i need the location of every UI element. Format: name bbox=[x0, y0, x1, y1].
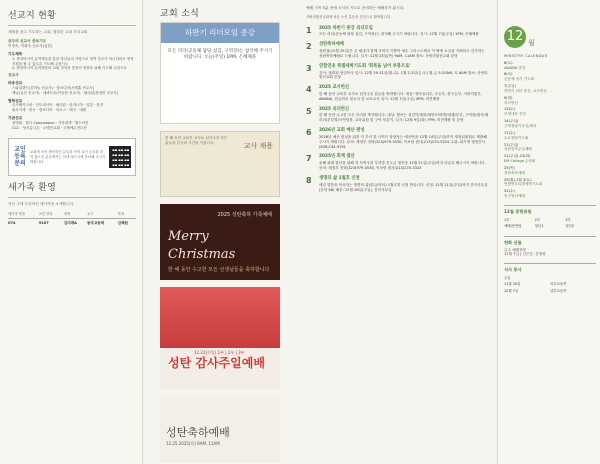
table-header: 2부 bbox=[534, 217, 541, 222]
news-body bbox=[319, 107, 489, 123]
news-intro-2: 사랑의빛선교회에 처음 오신 분들을 진심으로 환영합니다. bbox=[306, 14, 392, 19]
event-date: 25(목) bbox=[504, 165, 515, 170]
divider bbox=[8, 197, 136, 198]
table-cell: 동부교동북 bbox=[87, 221, 105, 226]
prayer-heading: 기도제목 bbox=[8, 51, 23, 56]
month-header bbox=[504, 26, 535, 48]
news-text: 2026년 예산 편성을 위한 각 부서 및 사역국 담당자는 예산안을 12월 14일(주일)까지 재정위원회로 제출해 주시기 바랍니다. 문의: 재정부 전화(323)979-3530, 이보람 집사(213)270-5324 수령: 회기재 행정간사(626)744-9191 bbox=[319, 134, 487, 149]
calendar-event bbox=[504, 72, 596, 82]
offering-box bbox=[504, 205, 596, 230]
news-body bbox=[319, 64, 489, 80]
calendar-event bbox=[504, 166, 596, 176]
news-item bbox=[306, 154, 489, 170]
thanksgiving-card[interactable] bbox=[160, 287, 280, 389]
card-caption: 2025 성탄축하 가족예배 bbox=[217, 212, 272, 218]
prayer-item: 2. 중앙아시아 유학생들의 교회 정착과 믿음의 성장을 위해 기도해 주십시오 bbox=[12, 66, 127, 71]
news-title: 2025 리더헌신 bbox=[319, 106, 350, 112]
table-header: 새가족 번호 bbox=[8, 211, 39, 218]
news-title: 교회 소식 bbox=[160, 9, 200, 19]
flower-box bbox=[504, 236, 596, 257]
news-intro: 예배 시작 5분 전에 오셔서 기도로 준비하는 예배자가 됩시다. bbox=[306, 6, 405, 10]
divider bbox=[8, 25, 136, 26]
calendar-column bbox=[497, 0, 600, 464]
event-date: 29(월)-1월 3(토) bbox=[504, 177, 532, 182]
event-name: 인생대학 종강 bbox=[504, 112, 526, 117]
group-line: 스와질랜드(김하늘 선교사) · 캄보디아(서재훈 선교사) bbox=[12, 86, 95, 91]
news-title: 2025 하반기 종강 리더모임 bbox=[319, 25, 373, 31]
group-list bbox=[8, 86, 136, 95]
group-list bbox=[8, 121, 136, 130]
news-number: 4 bbox=[306, 85, 312, 95]
card-text: 한 해 동안 교육부 교사로 섬겨주신 모든 분들과 감사의 시간을 가집니다. bbox=[165, 136, 228, 145]
event-date: 21(주일)-23(화) bbox=[504, 154, 531, 159]
missions-column bbox=[0, 0, 143, 464]
table-cell: 074 bbox=[8, 221, 16, 226]
news-number: 2 bbox=[306, 42, 312, 52]
table-cell: 김미래A bbox=[63, 221, 77, 226]
event-date: 21(주일) bbox=[504, 142, 519, 147]
news-title: 성탄축하예배 bbox=[319, 42, 344, 48]
calendar-event bbox=[504, 61, 596, 71]
event-name: 수요찬양기도회 bbox=[504, 135, 529, 140]
table-cell: 12월 7일 bbox=[504, 289, 519, 294]
christmas-service-card[interactable] bbox=[160, 396, 280, 462]
new-family-table bbox=[8, 211, 136, 227]
event-name: 송구영신예배 bbox=[504, 194, 525, 199]
group-list bbox=[8, 103, 136, 112]
table-header: 교인 번호 bbox=[39, 211, 64, 218]
event-date: 14(주일) bbox=[504, 119, 519, 124]
prayer-item: 1. 중앙아시아 유학생들을 통한 하나님의 사랑으로 영적 부모가 아니더라도 영적 지원을 할 수 있도록 기도해 주십시오 bbox=[12, 56, 134, 66]
news-body bbox=[319, 128, 489, 149]
news-number: 3 bbox=[306, 63, 312, 73]
card-body: 모든 리더(공동체 담당 섬김, 구역장)는 참석해 주시기 바랍니다. 오늘(주일) 1PM, 은혜채플 bbox=[167, 49, 273, 61]
calendar-event bbox=[504, 189, 596, 199]
card-heading: 하반기 리더모임 종강 bbox=[161, 23, 279, 43]
table-cell: 주일 bbox=[504, 275, 511, 280]
news-item bbox=[306, 85, 489, 101]
table-cell: 11월 30일 bbox=[504, 282, 521, 287]
meal-box bbox=[504, 263, 596, 294]
flower-sub: 금주 예배찬양 bbox=[504, 247, 526, 252]
event-name: 공동체 정기 기도회 bbox=[504, 77, 535, 82]
news-body bbox=[319, 154, 489, 170]
leader-meeting-card[interactable] bbox=[160, 22, 280, 124]
table-header: 1부 bbox=[504, 217, 510, 222]
news-body bbox=[319, 85, 489, 101]
prayer-list bbox=[8, 57, 136, 71]
event-date: 17(수) bbox=[504, 130, 515, 135]
event-name: AWANA 종강 bbox=[504, 65, 526, 70]
flower-title: 헌화 선물 bbox=[504, 239, 522, 245]
flower-line: 12월 7일 | 김은순, 김영희 bbox=[504, 252, 546, 257]
group-title: 협력선교 bbox=[8, 98, 23, 103]
news-title: 2025 교사헌신 bbox=[319, 85, 350, 91]
table-header: 3부 bbox=[565, 217, 571, 222]
event-list bbox=[504, 61, 596, 199]
news-number: 1 bbox=[306, 25, 312, 35]
news-list bbox=[306, 26, 489, 193]
calendar-event bbox=[504, 178, 596, 188]
news-item bbox=[306, 107, 489, 123]
meal-table bbox=[504, 275, 596, 295]
offering-table bbox=[504, 217, 596, 230]
calendar-event bbox=[504, 154, 596, 164]
christmas-card[interactable] bbox=[160, 204, 280, 280]
registration-text: 교회에 처음 방문하신 분들과 아직 교인 등록을 하지 않으신 분들께서는 안내 데스크에 문의해 주시기 바랍니다. bbox=[30, 150, 106, 164]
table-cell: 서부교동북 bbox=[550, 282, 567, 287]
group-title: 파송선교 bbox=[8, 81, 23, 86]
table-cell bbox=[550, 275, 596, 282]
card-meta: 12.25.2025(목) 9AM, 11AM bbox=[166, 440, 220, 446]
news-body bbox=[319, 176, 489, 192]
calendar-event bbox=[504, 119, 596, 129]
news-item bbox=[306, 128, 489, 149]
table-header: 교구 bbox=[87, 211, 118, 218]
card-meta: 12.21(주일) 1부 | 2부 | 3부 bbox=[194, 349, 245, 355]
card-footer: 한 해 동안 수고한 모든 선생님들을 축하합니다 bbox=[168, 267, 270, 274]
news-number: 7 bbox=[306, 154, 312, 164]
news-title: 연합연초 특별새벽기도회 '회복을 넘어 부흥으로' bbox=[319, 63, 411, 69]
group-title: 기관선교 bbox=[8, 115, 23, 120]
news-number: 5 bbox=[306, 106, 312, 116]
card-title: 성탄축하예배 bbox=[166, 426, 230, 439]
news-number: 8 bbox=[306, 175, 312, 185]
news-title: 2026년 교회 예산 편성 bbox=[319, 128, 365, 134]
month-word: 월 bbox=[528, 38, 535, 47]
news-list-column bbox=[300, 0, 495, 464]
table-cell: 예배/봉헌팀 bbox=[504, 224, 522, 229]
teacher-card[interactable] bbox=[160, 131, 280, 197]
news-item bbox=[306, 26, 489, 38]
table-header: 목자 bbox=[118, 211, 136, 218]
news-item bbox=[306, 42, 489, 58]
news-text: 강사: 권대희 담임목사 일시: 12월 29-31일(월-수), 1월 2-3일(금-토) 월-금 5:20AM, 토 6AM 장소: 사랑의빛선교회 본당 bbox=[319, 70, 488, 80]
missions-intro: 세계를 품고 기도하는 교회, 행복한 교회 우리교회 bbox=[8, 30, 88, 35]
event-date: 9(화) bbox=[504, 95, 513, 100]
prayer-subtitle: 금주의 선교사 중보기도 bbox=[8, 39, 47, 44]
table-cell: 청년2 bbox=[565, 224, 575, 229]
offering-title: 12월 봉헌위원 bbox=[504, 208, 532, 214]
event-date: 6(토) bbox=[504, 60, 513, 65]
news-body bbox=[319, 26, 489, 38]
news-item bbox=[306, 64, 489, 80]
news-title: 생명의 삶 1월호 신청 bbox=[319, 175, 360, 181]
calendar-event bbox=[504, 96, 596, 106]
news-text: 성탄절(12월 25일)은 온 세대가 함께 모여서 기쁨의 예수 그리스도께서 이 땅에 오심을 기뻐하고 감사하는 성탄축하예배로 드립니다. 일시: 12월 25일(목) 9AM, 11AM 장소: 사랑의빛선교회 본당 bbox=[319, 49, 485, 58]
ministry-calendar bbox=[504, 54, 596, 199]
news-text: 한 해 동안 교육부 교사로 섬겨주신 분들을 축하합니다. 대상: 영아유치부, 초등부, 중고등부, 사랑의빛부, AWANA, 한글학교 청교사 및 보조교사 일시: 12월 7일(주일) 4PM, 비전채플 bbox=[319, 91, 482, 101]
card-headline: Merry Christmas bbox=[168, 229, 236, 262]
table-cell: 김혜원 bbox=[117, 221, 129, 226]
table-cell: 남부교동북 bbox=[550, 289, 567, 294]
missionary-section: 선교사 bbox=[8, 73, 19, 78]
calendar-title: MINISTRY CALENDAR bbox=[504, 54, 548, 58]
meal-title: 식사 봉사 bbox=[504, 267, 522, 273]
table-header: 성명 bbox=[64, 211, 87, 218]
registration-box bbox=[8, 138, 136, 176]
event-name: 성탄감사주일예배 bbox=[504, 147, 532, 152]
event-date: 7(주일) bbox=[504, 84, 517, 89]
new-family-intro: 지난 주에 등록하신 새가족을 소개합니다. bbox=[8, 202, 75, 207]
missionary-name: 이경숙, 이희숙 선교사(일본) bbox=[8, 44, 53, 49]
news-title: 2025년 회계 결산 bbox=[319, 154, 355, 160]
group-line: CCC · 성서유니온 · 오엠선교회 · 국제예수전도단 bbox=[12, 125, 87, 130]
table-cell: 청년1 bbox=[534, 224, 544, 229]
new-family-title: 새가족 환영 bbox=[8, 183, 57, 194]
registration-label: 교인 등록 문의 bbox=[14, 146, 26, 167]
event-name: 하반기 리더 종강, 교사헌신 bbox=[504, 88, 547, 93]
event-date: 6(토) bbox=[504, 72, 513, 77]
month-number: 12 bbox=[504, 26, 526, 48]
qr-code-icon[interactable] bbox=[109, 146, 131, 168]
group-line: 튀르키예 · 중국 · 캄보디아 · 라오스 · 태국 · 네팔 bbox=[12, 108, 87, 113]
news-cards-column bbox=[152, 0, 290, 464]
group-line: 우즈베키스탄 · 인도네시아 · 필리핀 · 탄자니아 · 일본 · 몽골 bbox=[12, 103, 104, 108]
news-number: 6 bbox=[306, 128, 312, 138]
event-name: 리더헌신 bbox=[504, 100, 518, 105]
event-name: 구역장정기모임/회의 bbox=[504, 124, 537, 128]
news-text: 모든 리더(공동체 담당 섬김, 구역장)는 참석해 주시기 바랍니다. 일시: 12월 7일(주일) 1PM, 은혜채플 bbox=[319, 32, 479, 37]
table-cell: 9107 bbox=[38, 221, 49, 226]
calendar-event bbox=[504, 107, 596, 117]
news-item bbox=[306, 176, 489, 192]
card-title: 성탄 감사주일예배 bbox=[168, 355, 265, 370]
calendar-event bbox=[504, 143, 596, 153]
calendar-event bbox=[504, 84, 596, 94]
group-line: 선명회 · 한국 Compassion · 기아대책 · 월드비전 bbox=[12, 120, 89, 125]
news-body bbox=[319, 42, 489, 58]
event-name: 연합연초특별새벽기도회 bbox=[504, 182, 543, 187]
card-title: 교사 채용 bbox=[243, 142, 273, 150]
missions-title: 선교지 현황 bbox=[8, 11, 57, 21]
event-date: 13(토) bbox=[504, 107, 515, 112]
calendar-event bbox=[504, 131, 596, 141]
news-text: 한 해 동안 수고한 모든 리더를 축하합니다. 대상: 힘쓰는 섬김이/평화/평안/다락방/열매/부부, 구역장/권사/셀리더/부부별/사역팀장, 교육위원 및 구역 섬김이, 일시: 12월 9일(화) 7PM, 비전채플 및 본당 bbox=[319, 113, 489, 123]
news-text: 매일 말씀을 묵상하는 생명의 삶(한글/영어) 1월호를 신청 받습니다. 신청: 12월 21일(주일)까지 간이사무실 (본당 $8) 배부: 12월 28일(주일), 간이사무실 bbox=[319, 182, 488, 192]
group-line: 케냐(유진 선교사) · 에콰도르(이동찬 선교사) · 필리핀(강성민 선교사) bbox=[12, 90, 119, 95]
event-name: EM Collage 수양회 bbox=[504, 159, 536, 164]
event-name: 성탄축하예배 bbox=[504, 170, 525, 175]
news-text: 올해 회계 결산을 위해 각 사역국과 부서별 진도금 정산을 12월 21일(주일)까지 마무리 해주시기 바랍니다. 문의: 재정부 전화(323)979-3530, 이보람 집사(213)270-5324 bbox=[319, 161, 486, 171]
table-row bbox=[8, 219, 136, 228]
event-date: 31(수) bbox=[504, 189, 515, 194]
